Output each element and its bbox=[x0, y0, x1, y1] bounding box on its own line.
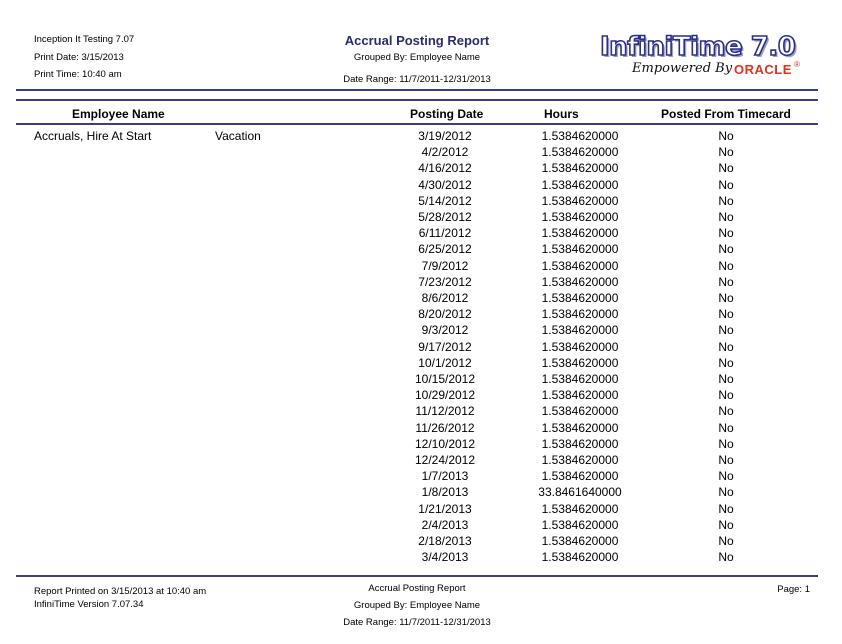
date-range: Date Range: 11/7/2011-12/31/2013 bbox=[343, 74, 491, 85]
grouped-by: Grouped By: Employee Name bbox=[353, 52, 481, 63]
hours-value: 1.5384620000 bbox=[541, 291, 619, 305]
posted-from-timecard: No bbox=[718, 177, 734, 192]
posting-date: 3/19/2012 bbox=[418, 129, 472, 143]
header-rule-top bbox=[16, 89, 818, 91]
table-row bbox=[0, 437, 842, 453]
posted-from-timecard: No bbox=[718, 436, 734, 451]
table-row bbox=[0, 194, 842, 210]
table-row bbox=[0, 242, 842, 258]
table-row bbox=[0, 226, 842, 242]
posting-date: 2/18/2013 bbox=[418, 534, 472, 548]
posting-date: 3/4/2013 bbox=[421, 550, 469, 565]
table-row bbox=[0, 404, 842, 420]
hours-value: 1.5384620000 bbox=[541, 501, 619, 516]
footer-page-number: Page: 1 bbox=[777, 584, 810, 595]
posted-from-timecard: No bbox=[718, 485, 734, 500]
posting-date: 5/28/2012 bbox=[418, 210, 472, 224]
posted-from-timecard: No bbox=[718, 517, 734, 532]
hours-value: 1.5384620000 bbox=[541, 226, 619, 241]
table-row bbox=[0, 534, 842, 550]
posted-from-timecard: No bbox=[718, 291, 734, 305]
posting-date: 5/14/2012 bbox=[418, 193, 472, 208]
hours-value: 1.5384620000 bbox=[541, 193, 619, 208]
posted-from-timecard: No bbox=[718, 355, 734, 370]
posted-from-timecard: No bbox=[718, 307, 734, 322]
accrual-code: Vacation bbox=[215, 129, 261, 143]
posted-from-timecard: No bbox=[718, 242, 734, 257]
infinitime-logo bbox=[596, 30, 808, 82]
posted-from-timecard: No bbox=[718, 210, 734, 224]
hours-value: 1.5384620000 bbox=[541, 453, 619, 467]
table-row bbox=[0, 550, 842, 566]
table-row bbox=[0, 323, 842, 339]
posting-date: 2/4/2013 bbox=[421, 517, 469, 532]
table-row bbox=[0, 210, 842, 226]
hours-value: 1.5384620000 bbox=[541, 339, 619, 354]
posted-from-timecard: No bbox=[718, 550, 734, 565]
posting-date: 10/15/2012 bbox=[414, 372, 476, 386]
table-row bbox=[0, 307, 842, 323]
col-employee-name: Employee Name bbox=[72, 107, 165, 121]
posted-from-timecard: No bbox=[718, 258, 734, 273]
footer-date-range: Date Range: 11/7/2011-12/31/2013 bbox=[343, 617, 491, 628]
table-row bbox=[0, 259, 842, 275]
report-title: Accrual Posting Report bbox=[344, 33, 490, 48]
posting-date: 4/16/2012 bbox=[418, 161, 472, 176]
table-row bbox=[0, 518, 842, 534]
hours-value: 1.5384620000 bbox=[541, 177, 619, 192]
posting-date: 4/2/2012 bbox=[421, 145, 469, 160]
hours-value: 1.5384620000 bbox=[541, 436, 619, 451]
footer-grouped-by: Grouped By: Employee Name bbox=[353, 600, 481, 611]
posting-date: 9/3/2012 bbox=[421, 323, 469, 338]
table-row bbox=[0, 178, 842, 194]
hours-value: 1.5384620000 bbox=[541, 420, 619, 435]
posting-date: 8/6/2012 bbox=[421, 291, 469, 305]
posted-from-timecard: No bbox=[718, 193, 734, 208]
posting-date: 10/1/2012 bbox=[418, 355, 472, 370]
posting-date: 11/26/2012 bbox=[415, 420, 475, 435]
posted-from-timecard: No bbox=[718, 274, 734, 289]
posted-from-timecard: No bbox=[718, 372, 734, 386]
footer-printed-on: Report Printed on 3/15/2013 at 10:40 am bbox=[34, 586, 207, 597]
posting-date: 8/20/2012 bbox=[418, 307, 472, 322]
hours-value: 1.5384620000 bbox=[541, 550, 619, 565]
col-hours: Hours bbox=[544, 107, 579, 121]
hours-value: 1.5384620000 bbox=[541, 404, 619, 419]
table-row bbox=[0, 356, 842, 372]
hours-value: 1.5384620000 bbox=[541, 161, 619, 176]
employee-name: Accruals, Hire At Start bbox=[34, 129, 152, 143]
table-row bbox=[0, 469, 842, 485]
print-date: Print Date: 3/15/2013 bbox=[34, 52, 124, 63]
posting-date: 6/25/2012 bbox=[418, 242, 472, 257]
hours-value: 1.5384620000 bbox=[541, 534, 619, 548]
logo-wordmark: InfiniTime 7.0 bbox=[600, 32, 796, 62]
table-row bbox=[0, 145, 842, 161]
col-posting-date: Posting Date bbox=[410, 107, 484, 121]
table-row bbox=[0, 421, 842, 437]
posted-from-timecard: No bbox=[718, 388, 734, 403]
logo-tagline: Empowered By bbox=[632, 61, 733, 76]
posting-date: 12/10/2012 bbox=[414, 436, 476, 451]
column-header-rule bbox=[16, 123, 818, 125]
hours-value: 1.5384620000 bbox=[541, 307, 619, 322]
table-row bbox=[0, 161, 842, 177]
table-row bbox=[0, 340, 842, 356]
posted-from-timecard: No bbox=[718, 534, 734, 548]
hours-value: 1.5384620000 bbox=[541, 145, 619, 160]
posting-date: 4/30/2012 bbox=[418, 177, 472, 192]
posted-from-timecard: No bbox=[718, 323, 734, 338]
table-row bbox=[0, 372, 842, 388]
posting-date: 1/8/2013 bbox=[421, 485, 469, 500]
posting-date: 7/9/2012 bbox=[421, 258, 469, 273]
posted-from-timecard: No bbox=[718, 453, 734, 467]
table-row bbox=[0, 291, 842, 307]
table-row bbox=[0, 275, 842, 291]
company-name: Inception It Testing 7.07 bbox=[34, 34, 135, 45]
hours-value: 1.5384620000 bbox=[541, 129, 619, 143]
posting-date: 12/24/2012 bbox=[414, 453, 476, 467]
hours-value: 33.8461640000 bbox=[538, 485, 622, 500]
hours-value: 1.5384620000 bbox=[541, 323, 619, 338]
posting-date: 9/17/2012 bbox=[418, 339, 472, 354]
posted-from-timecard: No bbox=[718, 501, 734, 516]
posted-from-timecard: No bbox=[718, 404, 734, 419]
posting-date: 1/7/2013 bbox=[421, 469, 469, 484]
oracle-logo: ORACLE bbox=[734, 62, 792, 77]
hours-value: 1.5384620000 bbox=[541, 517, 619, 532]
footer-rule bbox=[16, 575, 818, 577]
table-row bbox=[0, 485, 842, 501]
col-posted-from-timecard: Posted From Timecard bbox=[661, 107, 791, 121]
posted-from-timecard: No bbox=[718, 226, 734, 241]
hours-value: 1.5384620000 bbox=[541, 258, 619, 273]
registered-icon: ® bbox=[794, 60, 800, 69]
footer-report-title: Accrual Posting Report bbox=[368, 583, 466, 594]
posted-from-timecard: No bbox=[718, 469, 734, 484]
hours-value: 1.5384620000 bbox=[541, 372, 619, 386]
posting-date: 6/11/2012 bbox=[418, 226, 472, 241]
hours-value: 1.5384620000 bbox=[541, 469, 619, 484]
table-row bbox=[0, 129, 842, 145]
posted-from-timecard: No bbox=[718, 420, 734, 435]
hours-value: 1.5384620000 bbox=[541, 210, 619, 224]
posting-date: 7/23/2012 bbox=[418, 274, 472, 289]
table-row bbox=[0, 388, 842, 404]
footer-version: InfiniTime Version 7.07.34 bbox=[34, 599, 144, 610]
posting-date: 1/21/2013 bbox=[418, 501, 472, 516]
posted-from-timecard: No bbox=[718, 145, 734, 160]
hours-value: 1.5384620000 bbox=[541, 242, 619, 257]
hours-value: 1.5384620000 bbox=[541, 388, 619, 403]
posted-from-timecard: No bbox=[718, 161, 734, 176]
hours-value: 1.5384620000 bbox=[541, 274, 619, 289]
posted-from-timecard: No bbox=[718, 129, 734, 143]
posting-date: 10/29/2012 bbox=[414, 388, 476, 403]
print-time: Print Time: 10:40 am bbox=[34, 69, 122, 80]
hours-value: 1.5384620000 bbox=[541, 355, 619, 370]
header-rule-bottom bbox=[16, 99, 818, 101]
table-row bbox=[0, 453, 842, 469]
posted-from-timecard: No bbox=[718, 339, 734, 354]
posting-date: 11/12/2012 bbox=[415, 404, 475, 419]
table-row bbox=[0, 502, 842, 518]
